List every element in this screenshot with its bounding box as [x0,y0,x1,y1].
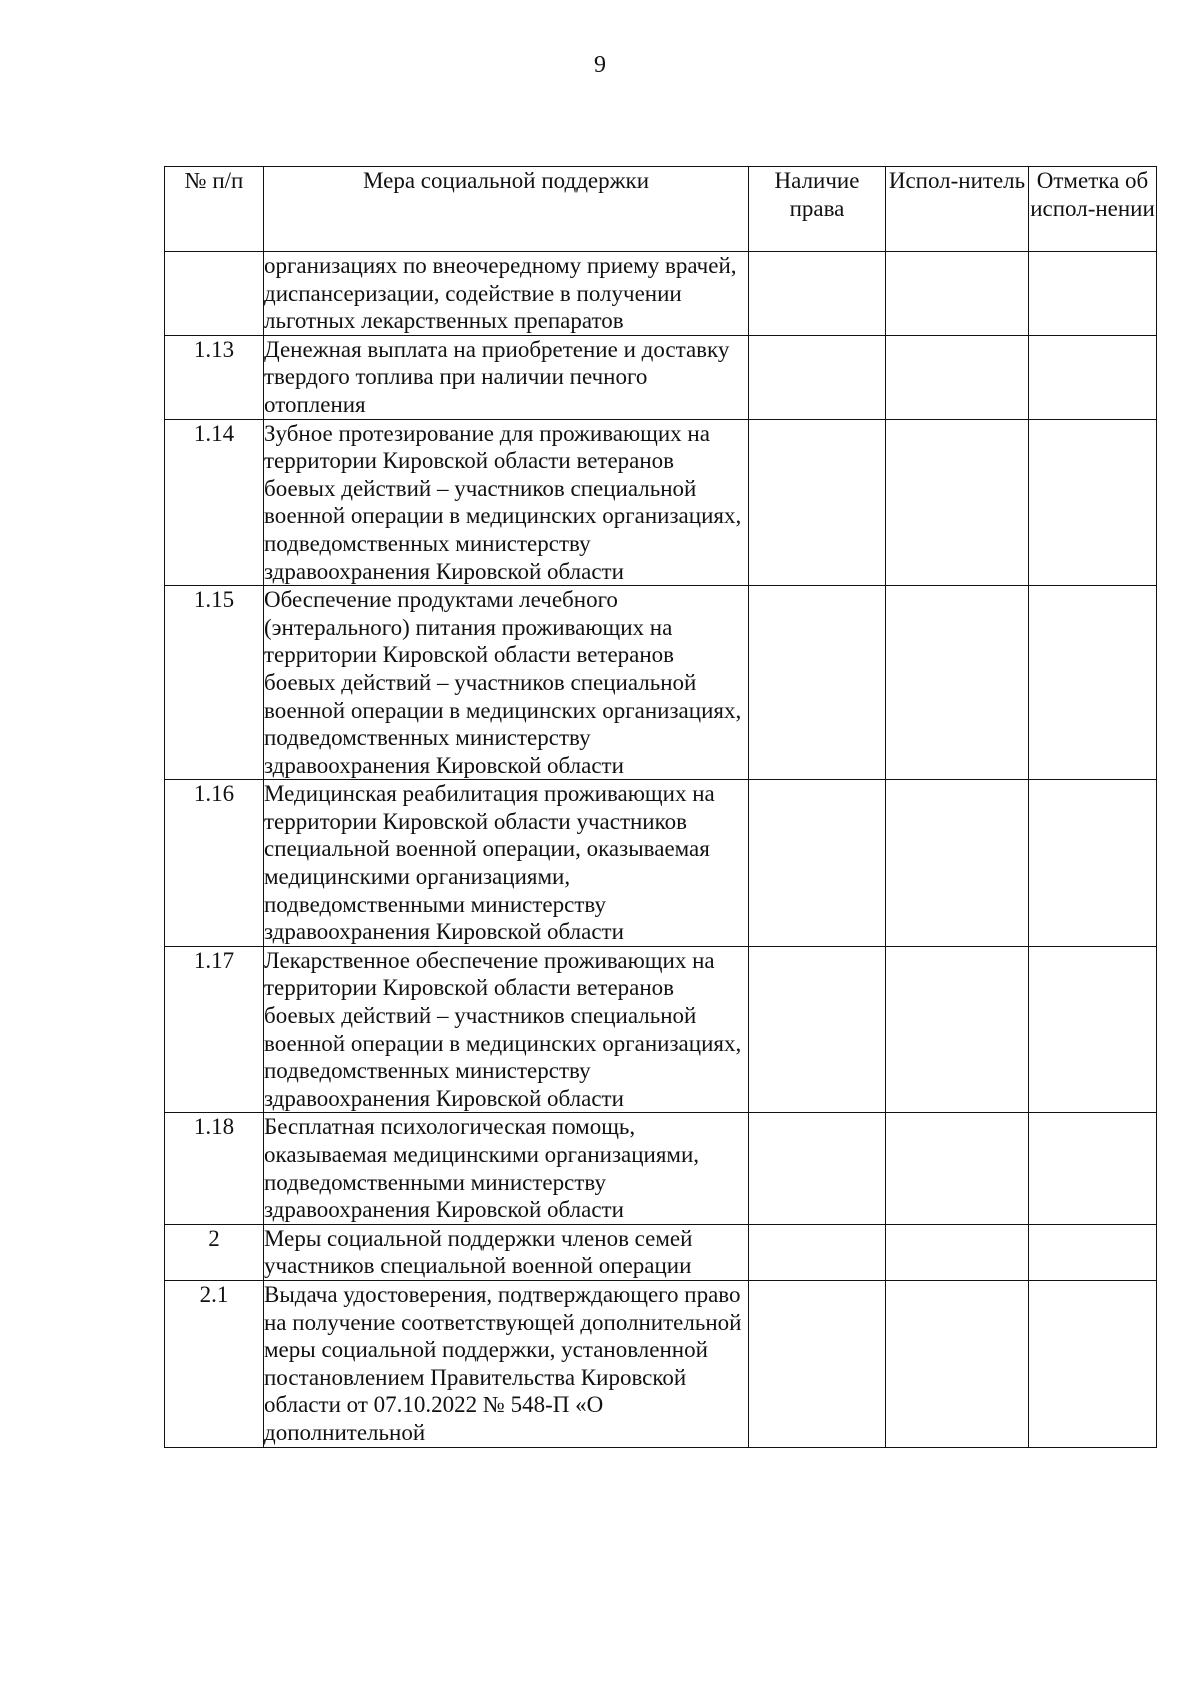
row-right-cell [749,586,886,780]
row-number: 2.1 [165,1280,264,1447]
row-right-cell [749,1113,886,1224]
row-right-cell [749,1224,886,1280]
table-row [165,1113,1157,1224]
row-measure: организациях по внеочередному приему врачей, диспансеризации, содействие в получении льготных лекарственных препаратов [264,252,749,336]
header-executor: Испол-нитель [886,167,1029,252]
table-row [165,1280,1157,1447]
row-number: 2 [165,1224,264,1280]
row-number: 1.14 [165,419,264,586]
row-number: 1.15 [165,586,264,780]
row-right-cell [749,780,886,947]
row-executor-cell [886,252,1029,336]
row-mark-cell [1029,419,1157,586]
table-row [165,946,1157,1113]
header-right: Наличие права [749,167,886,252]
row-executor-cell [886,1280,1029,1447]
table-row [165,586,1157,780]
row-executor-cell [886,586,1029,780]
row-executor-cell [886,1224,1029,1280]
row-mark-cell [1029,252,1157,336]
row-right-cell [749,335,886,419]
row-executor-cell [886,780,1029,947]
row-number: 1.13 [165,335,264,419]
row-measure: Медицинская реабилитация проживающих на территории Кировской области участников специальной военной операции, оказываемая медицинскими организациями, подведомственными министерству здравоохранения Кировской области [264,780,749,947]
social-support-table [164,166,1157,1448]
row-mark-cell [1029,586,1157,780]
row-measure: Меры социальной поддержки членов семей участников специальной военной операции [264,1224,749,1280]
table-row [165,335,1157,419]
header-number: № п/п [165,167,264,252]
row-measure: Денежная выплата на приобретение и доставку твердого топлива при наличии печного отопления [264,335,749,419]
row-number: 1.16 [165,780,264,947]
table-row [165,780,1157,947]
table-row [165,419,1157,586]
table-row [165,1224,1157,1280]
row-executor-cell [886,1113,1029,1224]
row-measure: Зубное протезирование для проживающих на территории Кировской области ветеранов боевых действий – участников специальной военной операции в медицинских организациях, подведомственных министерству здравоохранения Кировской области [264,419,749,586]
page-number: 9 [594,52,606,78]
row-mark-cell [1029,1113,1157,1224]
row-right-cell [749,1280,886,1447]
row-mark-cell [1029,1224,1157,1280]
row-executor-cell [886,946,1029,1113]
row-measure: Обеспечение продуктами лечебного (энтерального) питания проживающих на территории Кировской области ветеранов боевых действий – участников специальной военной операции в медицинских организациях, подведомственных министерству здравоохранения Кировской области [264,586,749,780]
row-measure: Выдача удостоверения, подтверждающего право на получение соответствующей дополнительной меры социальной поддержки, установленной постановлением Правительства Кировской области от 07.10.2022 № 548-П «О дополнительной [264,1280,749,1447]
row-measure: Лекарственное обеспечение проживающих на территории Кировской области ветеранов боевых действий – участников специальной военной операции в медицинских организациях, подведомственных министерству здравоохранения Кировской области [264,946,749,1113]
row-right-cell [749,946,886,1113]
row-mark-cell [1029,335,1157,419]
table-header-row [165,167,1157,252]
header-measure: Мера социальной поддержки [264,167,749,252]
row-right-cell [749,419,886,586]
row-executor-cell [886,335,1029,419]
row-mark-cell [1029,780,1157,947]
row-number [165,252,264,336]
row-measure: Бесплатная психологическая помощь, оказываемая медицинскими организациями, подведомственными министерству здравоохранения Кировской области [264,1113,749,1224]
row-number: 1.17 [165,946,264,1113]
header-mark: Отметка об испол-нении [1029,167,1157,252]
row-number: 1.18 [165,1113,264,1224]
row-executor-cell [886,419,1029,586]
row-mark-cell [1029,946,1157,1113]
row-right-cell [749,252,886,336]
table-row [165,252,1157,336]
row-mark-cell [1029,1280,1157,1447]
